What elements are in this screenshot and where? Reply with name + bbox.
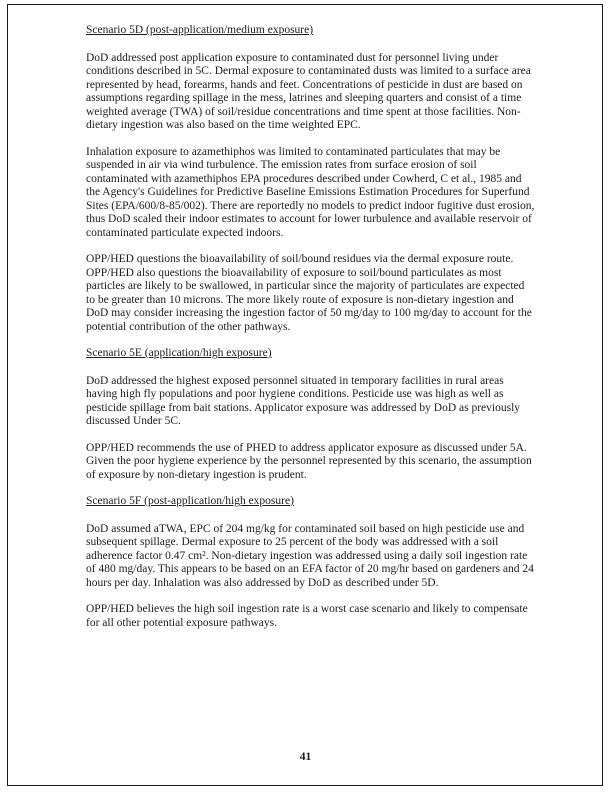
paragraph: OPP/HED believes the high soil ingestion rate is a worst case scenario and likely to compensate for all other potential exposure pathways. — [86, 603, 528, 629]
section-heading-5e: Scenario 5E (application/high exposure) — [86, 347, 272, 359]
document-body — [86, 24, 536, 643]
section-scenario-5e — [86, 347, 536, 482]
paragraph: DoD addressed post application exposure to contaminated dust for personnel living under conditions described in 5C. Dermal exposure to contaminated dusts was limited to a surface area represented by head, forearms, hands and feet. Concentrations of pesticide in dust are based on assumptions regarding spillage in the mess, latrines and sleeping quarters and consist of a time weighted average (TWA) of soil/residue concentrations and time spent at those facilities. Non-dietary ingestion was also based on the time weighted EPC. — [86, 51, 531, 131]
section-scenario-5f — [86, 495, 536, 630]
paragraph: OPP/HED questions the bioavailability of soil/bound residues via the dermal exposure route. OPP/HED also questions the bioavailability of exposure to soil/bound particulates as most particles are likely to be swallowed, in particular since the majority of particulates are expected to be greater than 10 microns. The more likely route of exposure is non-dietary ingestion and DoD may consider increasing the ingestion factor of 50 mg/day to 100 mg/day to account for the potential contribution of the other pathways. — [86, 253, 532, 333]
paragraph: Inhalation exposure to azamethiphos was limited to contaminated particulates that may be suspended in air via wind turbulence. The emission rates from surface erosion of soil contaminated with azamethiphos EPA procedures described under Cowherd, C et al., 1985 and the Agency's Guidelines for Predictive Baseline Emissions Estimation Procedures for Superfund Sites (EPA/600/8-85/002). There are reportedly no models to predict indoor fugitive dust erosion, thus DoD scaled their indoor estimates to account for lower turbulence and available reservoir of contaminated particulate expected indoors. — [86, 145, 535, 239]
section-scenario-5d — [86, 24, 536, 334]
paragraph: DoD assumed aTWA, EPC of 204 mg/kg for contaminated soil based on high pesticide use and subsequent spillage. Dermal exposure to 25 percent of the body was addressed with a soil adherence factor 0.47 cm². Non-dietary ingestion was addressed using a daily soil ingestion rate of 480 mg/day. This appears to be based on an EFA factor of 20 mg/hr based on gardeners and 24 hours per day. Inhalation was also addressed by DoD as described under 5D. — [86, 522, 534, 589]
paragraph: DoD addressed the highest exposed personnel situated in temporary facilities in rural areas having high fly populations and poor hygiene conditions. Pesticide use was high as well as pesticide spillage from bait stations. Applicator exposure was addressed by DoD as previously discussed Under 5C. — [86, 374, 521, 427]
section-heading-5d: Scenario 5D (post-application/medium exposure) — [86, 24, 314, 36]
section-heading-5f: Scenario 5F (post-application/high exposure) — [86, 495, 294, 507]
page-number: 41 — [299, 751, 312, 763]
paragraph: OPP/HED recommends the use of PHED to address applicator exposure as discussed under 5A. Given the poor hygiene experience by the personnel represented by this scenario, the assumption of exposure by non-dietary ingestion is prudent. — [86, 441, 532, 481]
